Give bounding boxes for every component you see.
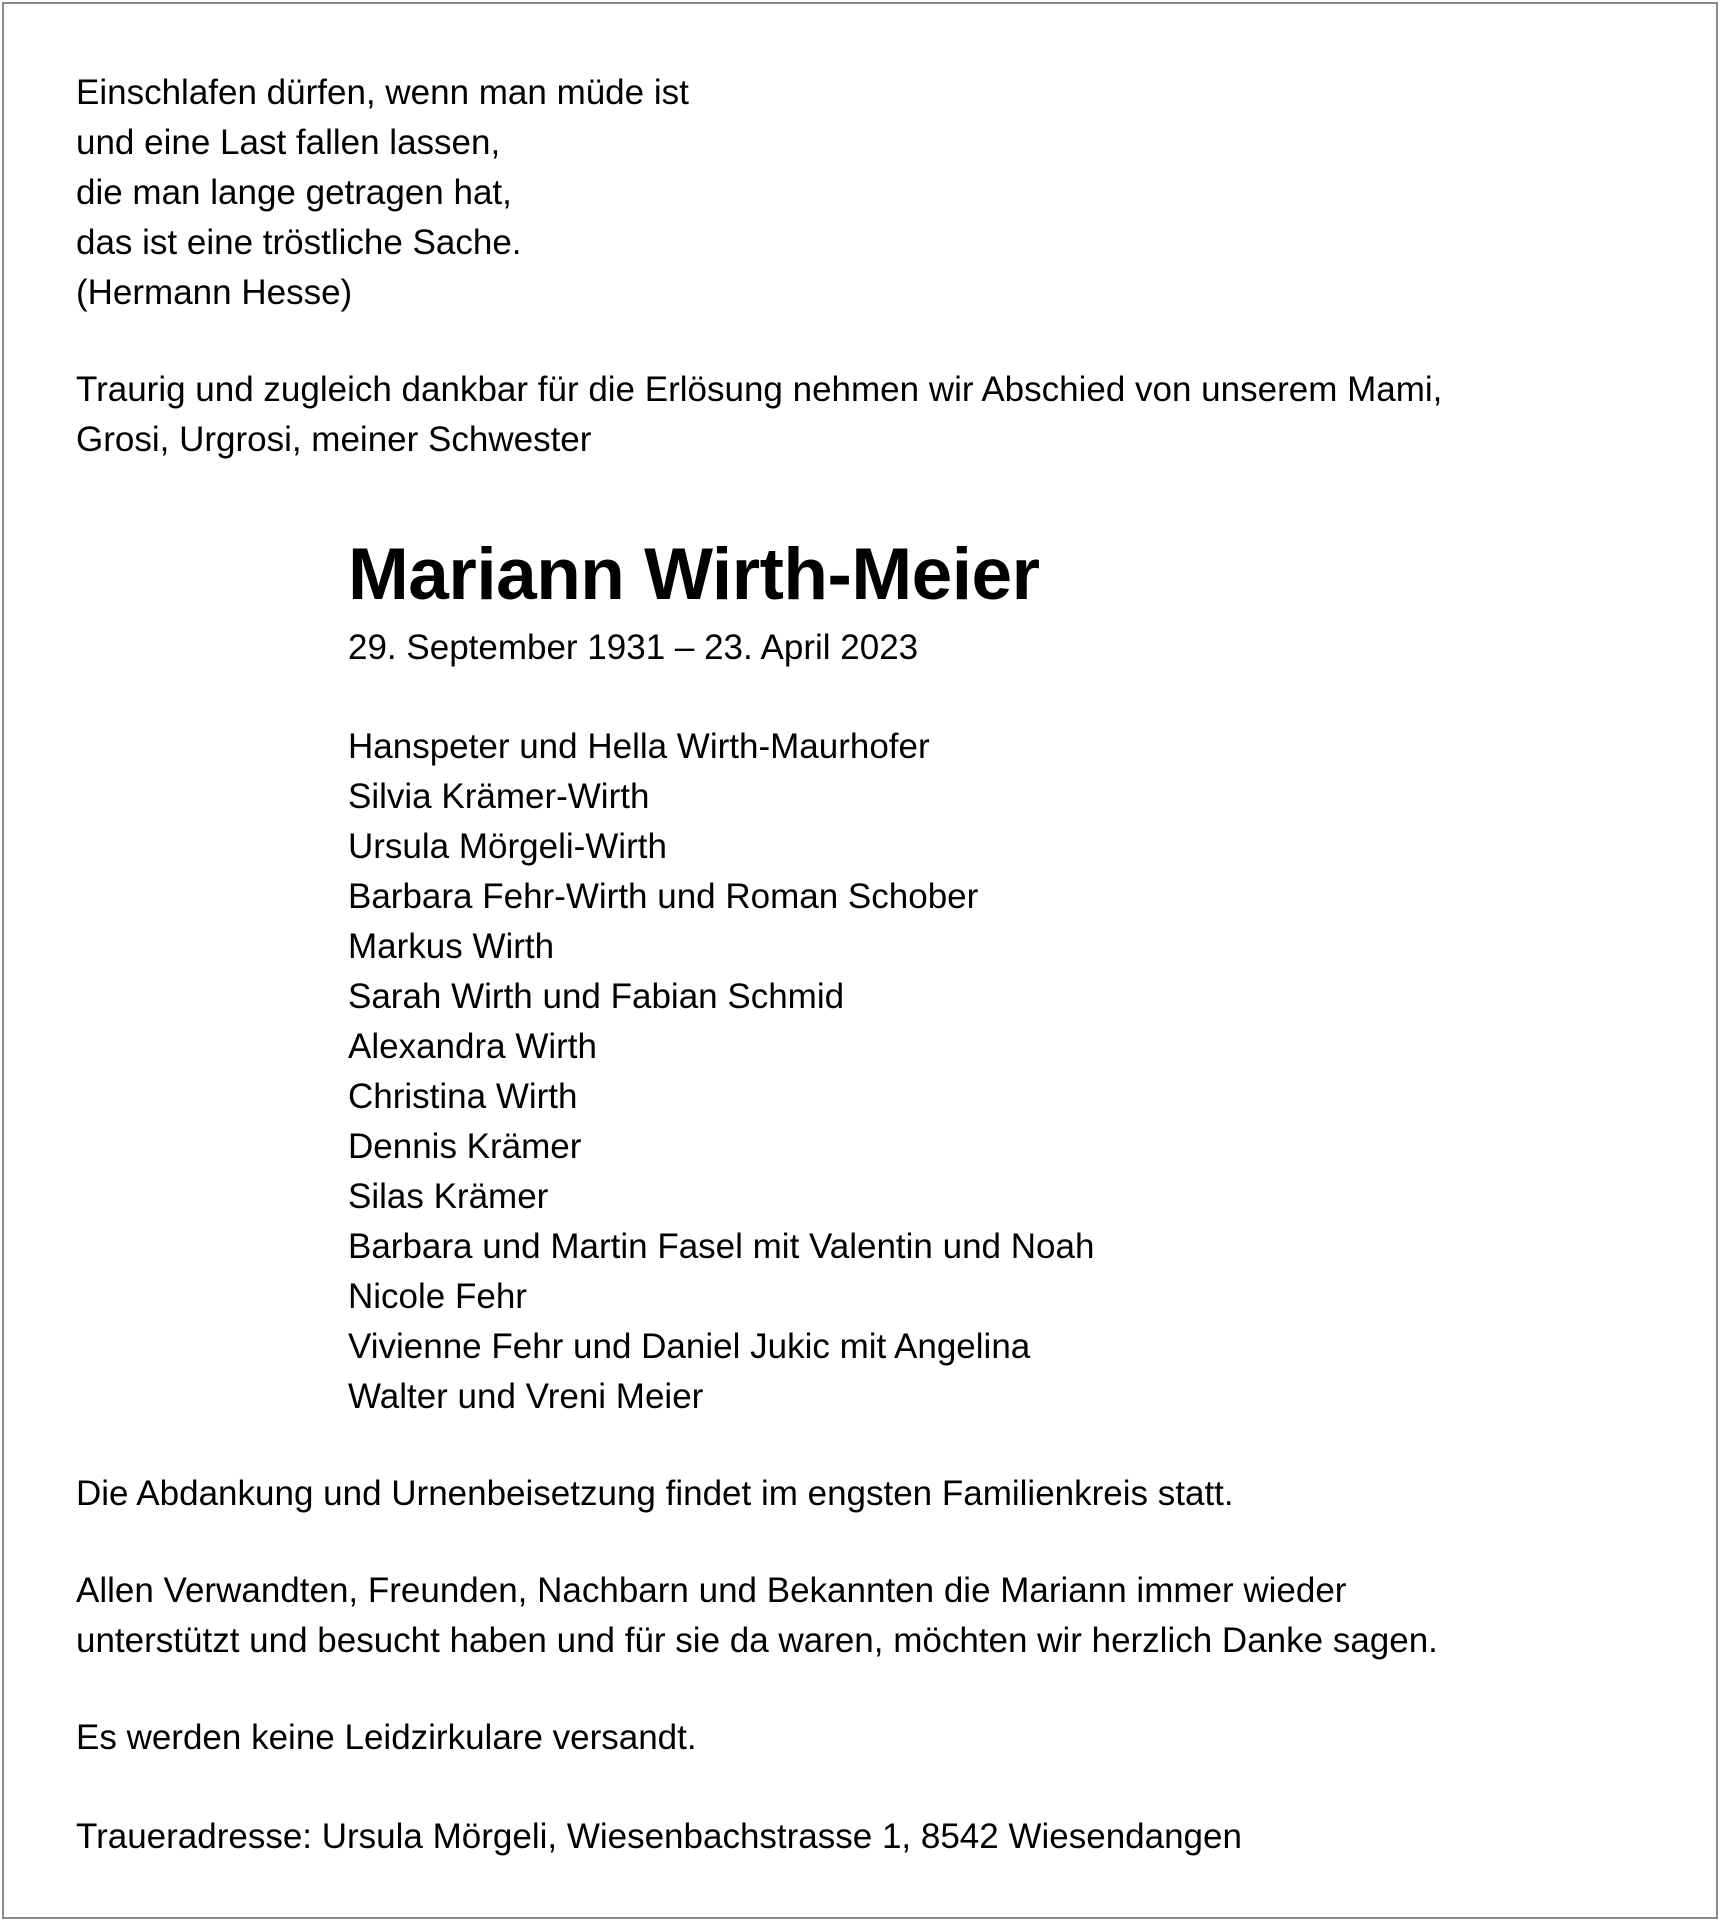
mourning-address: Traueradresse: Ursula Mörgeli, Wiesenbachstrasse 1, 8542 Wiesendangen <box>76 1817 1242 1856</box>
thanks-line: unterstützt und besucht haben und für sie da waren, möchten wir herzlich Danke sagen. <box>76 1621 1438 1660</box>
mourner-entry: Hanspeter und Hella Wirth-Maurhofer <box>348 727 930 766</box>
life-dates: 29. September 1931 – 23. April 2023 <box>348 628 919 667</box>
poem-line: die man lange getragen hat, <box>76 173 512 212</box>
mourner-entry: Silas Krämer <box>348 1177 549 1216</box>
thanks-text <box>76 1566 1438 1666</box>
ceremony-text: Die Abdankung und Urnenbeisetzung findet im engsten Familienkreis statt. <box>76 1474 1234 1513</box>
mourner-entry: Sarah Wirth und Fabian Schmid <box>348 977 845 1016</box>
mourner-entry: Silvia Krämer-Wirth <box>348 777 650 816</box>
mourner-entry: Christina Wirth <box>348 1077 578 1116</box>
mourners-list <box>348 722 1094 1422</box>
mourner-entry: Dennis Krämer <box>348 1127 582 1166</box>
mourner-entry: Vivienne Fehr und Daniel Jukic mit Angelina <box>348 1327 1031 1366</box>
circular-note: Es werden keine Leidzirkulare versandt. <box>76 1718 697 1757</box>
intro-text <box>76 365 1442 465</box>
mourner-entry: Nicole Fehr <box>348 1277 527 1316</box>
intro-line: Traurig und zugleich dankbar für die Erlösung nehmen wir Abschied von unserem Mami, <box>76 370 1443 409</box>
mourner-entry: Barbara Fehr-Wirth und Roman Schober <box>348 877 979 916</box>
thanks-line: Allen Verwandten, Freunden, Nachbarn und Bekannten die Mariann immer wieder <box>76 1571 1347 1610</box>
intro-line: Grosi, Urgrosi, meiner Schwester <box>76 420 592 459</box>
poem <box>76 68 689 318</box>
mourner-entry: Markus Wirth <box>348 927 555 966</box>
deceased-name: Mariann Wirth-Meier <box>348 534 1040 615</box>
poem-line: das ist eine tröstliche Sache. <box>76 223 522 262</box>
mourner-entry: Ursula Mörgeli-Wirth <box>348 827 667 866</box>
mourner-entry: Barbara und Martin Fasel mit Valentin und Noah <box>348 1227 1095 1266</box>
mourner-entry: Walter und Vreni Meier <box>348 1377 704 1416</box>
mourner-entry: Alexandra Wirth <box>348 1027 597 1066</box>
poem-line: Einschlafen dürfen, wenn man müde ist <box>76 73 689 112</box>
poem-line: und eine Last fallen lassen, <box>76 123 501 162</box>
poem-attribution: (Hermann Hesse) <box>76 273 353 312</box>
